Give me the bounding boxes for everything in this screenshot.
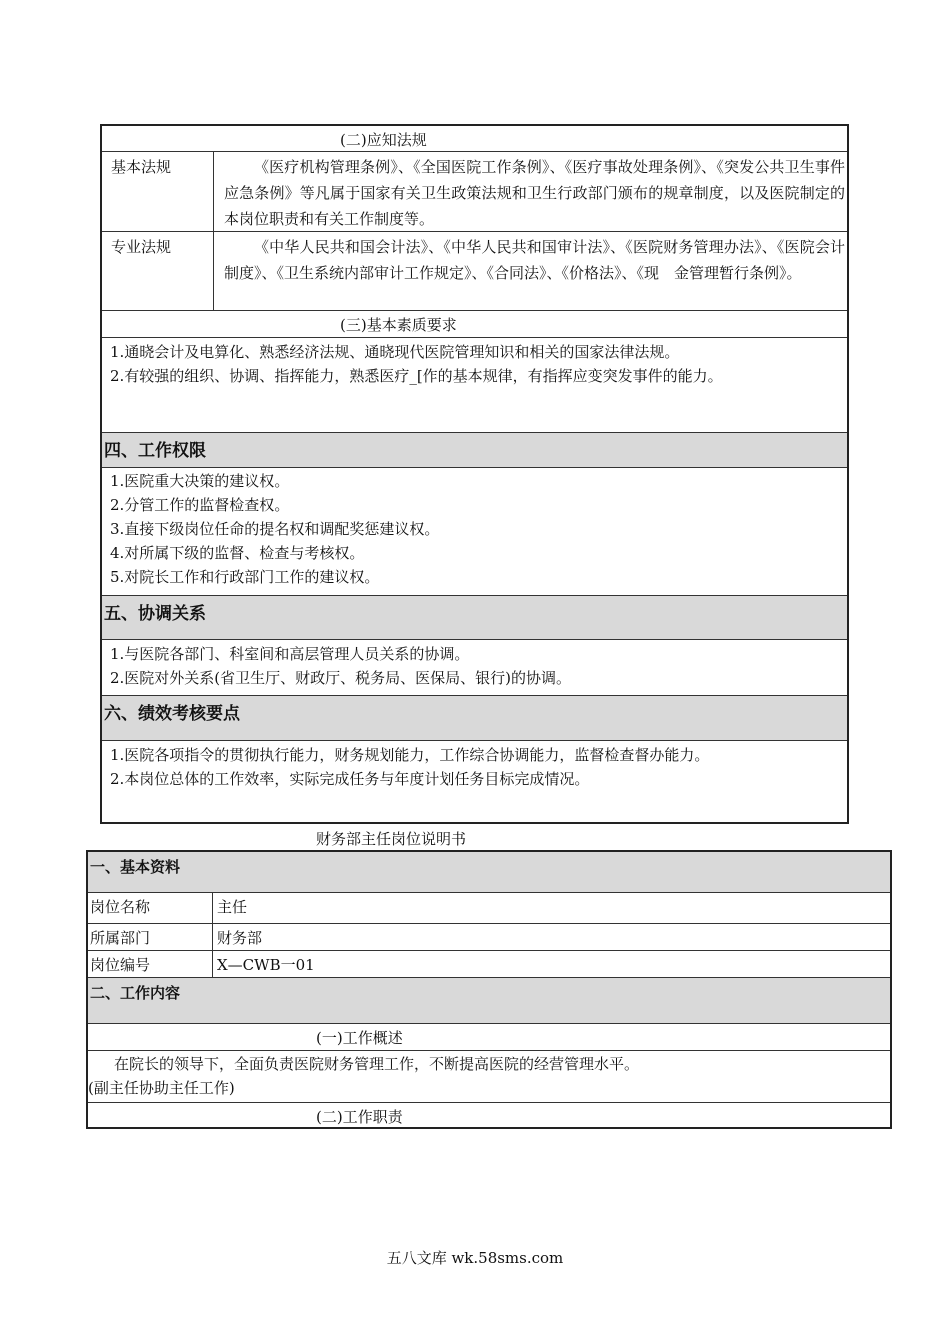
list-item: 3.直接下级岗位任命的提名权和调配奖惩建议权。 bbox=[110, 520, 440, 538]
section2-heading: 二、工作内容 bbox=[88, 978, 890, 1024]
info-row-department bbox=[88, 924, 890, 951]
position-code-label: 岗位编号 bbox=[88, 951, 213, 977]
regulations-table bbox=[100, 124, 849, 824]
section1-heading: 一、基本资料 bbox=[88, 852, 890, 893]
basic-laws-row bbox=[102, 152, 847, 232]
list-item: 1.医院重大决策的建议权。 bbox=[110, 472, 290, 490]
professional-laws-label: 专业法规 bbox=[102, 232, 214, 310]
list-item: 5.对院长工作和行政部门工作的建议权。 bbox=[110, 568, 380, 586]
subsection-overview-title: (一)工作概述 bbox=[316, 1029, 403, 1047]
position-name-label: 岗位名称 bbox=[88, 893, 213, 923]
footer-watermark: 五八文库 wk.58sms.com bbox=[386, 1249, 564, 1267]
position-name-value: 主任 bbox=[217, 898, 248, 916]
position-code-value: X—CWB一01 bbox=[217, 956, 315, 974]
list-item: 2.医院对外关系(省卫生厅、财政厅、税务局、医保局、银行)的协调。 bbox=[110, 669, 572, 687]
info-row-position bbox=[88, 893, 890, 924]
list-item: 1.与医院各部门、科室间和高层管理人员关系的协调。 bbox=[110, 645, 470, 663]
subsection-quality-title: (三)基本素质要求 bbox=[340, 316, 457, 334]
document-title: 财务部主任岗位说明书 bbox=[316, 830, 467, 848]
info-row-code bbox=[88, 951, 890, 978]
subsection-overview-row bbox=[88, 1024, 890, 1051]
subsection-duties-title: (二)工作职责 bbox=[316, 1108, 403, 1126]
overview-line-2: (副主任协助主任工作) bbox=[88, 1079, 235, 1097]
list-item: 4.对所属下级的监督、检查与考核权。 bbox=[110, 544, 365, 562]
subsection-quality-row bbox=[102, 311, 847, 338]
section4-heading: 四、工作权限 bbox=[102, 433, 847, 468]
subsection-duties-row bbox=[88, 1103, 890, 1129]
basic-info-table bbox=[86, 850, 892, 1129]
overview-text bbox=[88, 1051, 890, 1103]
list-item: 1.通晓会计及电算化、熟悉经济法规、通晓现代医院管理知识和相关的国家法律法规。 bbox=[110, 343, 680, 361]
list-item: 1.医院各项指令的贯彻执行能力，财务规划能力，工作综合协调能力，监督检查督办能力。 bbox=[110, 746, 710, 764]
overview-line-1: 在院长的领导下，全面负责医院财务管理工作，不断提高医院的经营管理水平。 bbox=[114, 1055, 640, 1073]
basic-laws-label: 基本法规 bbox=[102, 152, 214, 231]
professional-laws-row bbox=[102, 232, 847, 311]
subsection-laws-row bbox=[102, 126, 847, 152]
subsection-laws-title: (二)应知法规 bbox=[340, 131, 427, 149]
section6-list bbox=[102, 741, 847, 822]
list-item: 2.有较强的组织、协调、指挥能力，熟悉医疗_[作的基本规律，有指挥应变突发事件的能力。 bbox=[110, 367, 723, 385]
section6-heading: 六、绩效考核要点 bbox=[102, 696, 847, 741]
department-value: 财务部 bbox=[217, 929, 263, 947]
section4-list bbox=[102, 468, 847, 596]
list-item: 2.本岗位总体的工作效率，实际完成任务与年度计划任务目标完成情况。 bbox=[110, 770, 590, 788]
list-item: 2.分管工作的监督检查权。 bbox=[110, 496, 290, 514]
basic-laws-text: 《医疗机构管理条例》、《全国医院工作条例》、《医疗事故处理条例》、《突发公共卫生事件应急条例》等凡属于国家有关卫生政策法规和卫生行政部门颁布的规章制度，以及医院制定的本岗位职责和有关工作制度等。 bbox=[224, 158, 845, 228]
professional-laws-text: 《中华人民共和国会计法》、《中华人民共和国审计法》、《医院财务管理办法》、《医院会计制度》、《卫生系统内部审计工作规定》、《合同法》、《价格法》、《现 金管理暂行条例》。 bbox=[224, 238, 845, 282]
section5-heading: 五、协调关系 bbox=[102, 596, 847, 640]
department-label: 所属部门 bbox=[88, 924, 213, 950]
section5-list bbox=[102, 640, 847, 696]
quality-list bbox=[102, 338, 847, 433]
